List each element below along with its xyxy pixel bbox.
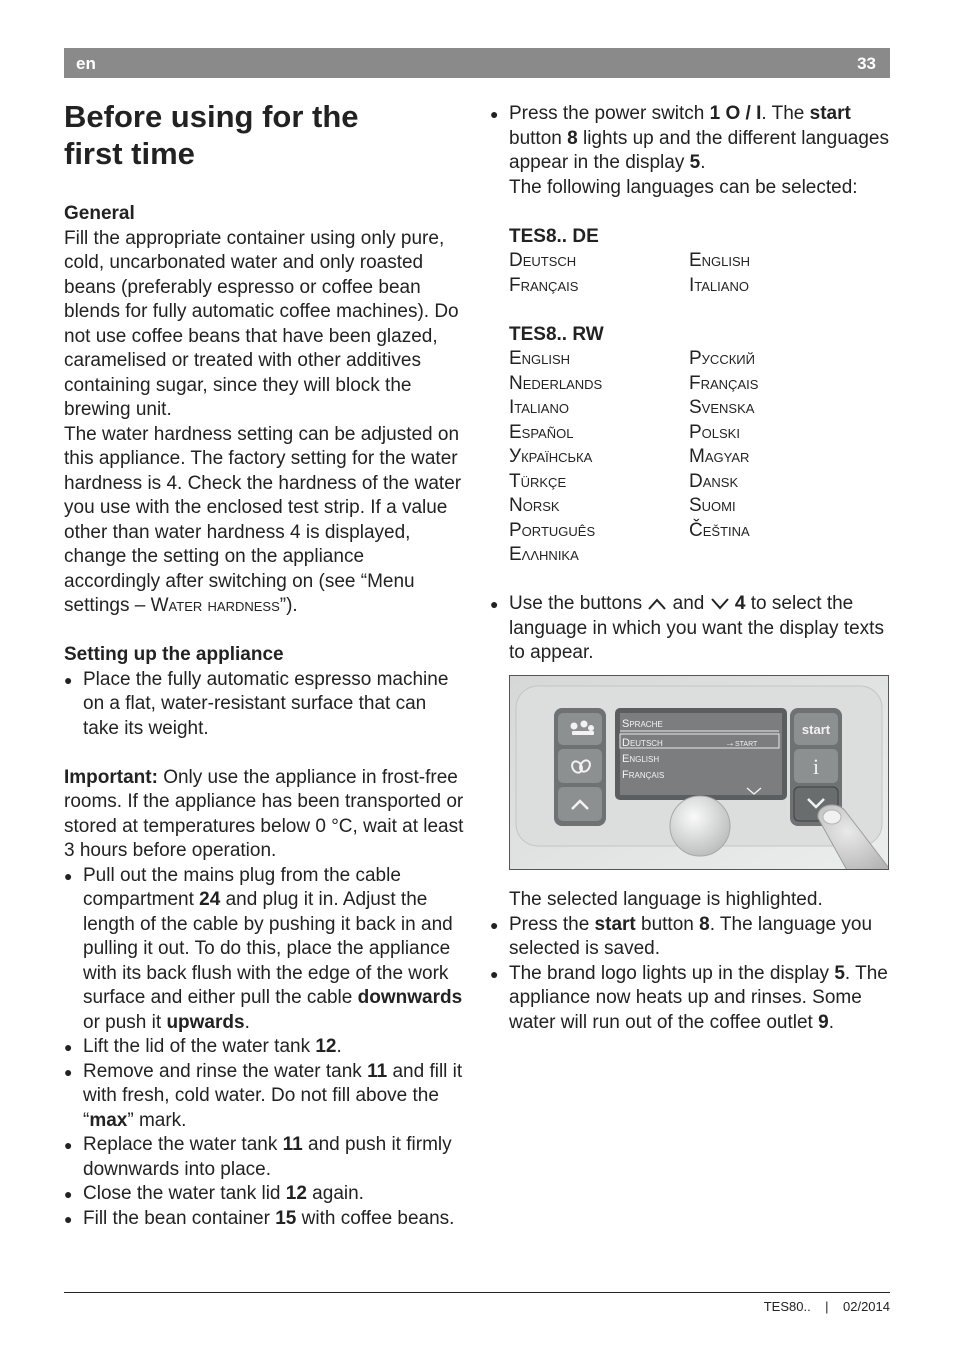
- language-entry: Dansk: [689, 470, 739, 492]
- list-item: ● Press the start button 8. The language you selected is saved.: [490, 913, 890, 962]
- chevron-up-icon: [647, 597, 667, 611]
- list-item: ● Close the water tank lid 12 again.: [64, 1182, 464, 1207]
- language-section: [490, 176, 890, 568]
- info-icon: i: [812, 754, 820, 779]
- list-item: ● Remove and rinse the water tank 11 and fill it with fresh, cold water. Do not fill above the “max” mark.: [64, 1060, 464, 1134]
- setup-list-1: [64, 668, 464, 742]
- right-column-lower: [490, 888, 890, 1035]
- general-paragraph-1: Fill the appropriate container using only pure, cold, uncarbonated water and only roasted beans (preferably espresso or coffee bean blends for fully automatic coffee machines). Do not use coffee beans that have been glazed, caramelised or treated with other additives containing sugar, since they will block the brewing unit.: [64, 227, 459, 420]
- list-item: ● Place the fully automatic espresso machine on a flat, water-resistant surface that can take its weight.: [64, 668, 464, 742]
- list-item: ● Lift the lid of the water tank 12.: [64, 1035, 464, 1060]
- header-bar: [64, 48, 890, 78]
- chevron-down-icon: [710, 597, 730, 611]
- model-de-languages: [509, 249, 890, 298]
- edition-date: 02/2014: [843, 1299, 890, 1314]
- footer: [764, 1299, 890, 1314]
- display-line: English: [622, 753, 660, 765]
- general-heading: General: [64, 203, 135, 224]
- model-de-heading: TES8.. DE: [509, 225, 599, 247]
- page-title: Before using for the first time: [64, 99, 359, 171]
- setup-heading: Setting up the appliance: [64, 644, 284, 665]
- list-item: ● Pull out the mains plug from the cable compartment 24 and plug it in. Adjust the length of the cable by pushing it back in and pulling it out. To do this, place the appliance with its back flush with the edge of the work surface and either pull the cable downwards or push it upwards.: [64, 864, 464, 1036]
- panel-drawing: [510, 676, 889, 870]
- language-entry: Français: [689, 372, 759, 394]
- language-entry: Italiano: [689, 274, 749, 296]
- language-entry: Русский: [689, 348, 755, 369]
- language-entry: Português: [509, 519, 596, 541]
- general-paragraph-2: The water hardness setting can be adjusted on this appliance. The factory setting for the water hardness is 4. Check the hardness of the water you use with the enclosed test strip. If a value other than water hardness 4 is displayed, change the setting on the appliance accordingly after switching on (see “Menu settings – Water hardness”).: [64, 423, 462, 616]
- language-entry: Čeština: [689, 519, 750, 541]
- languages-intro: The following languages can be selected:: [509, 176, 858, 198]
- language-entry: Türkçe: [509, 470, 567, 492]
- model-rw-heading: TES8.. RW: [509, 323, 604, 345]
- list-item: ● Replace the water tank 11 and push it firmly downwards into place.: [64, 1133, 464, 1182]
- right-column: [490, 102, 890, 666]
- language-entry: Svenska: [689, 397, 755, 418]
- language-entry: Norsk: [509, 495, 560, 516]
- model-number: TES80..: [763, 1299, 811, 1314]
- model-rw-languages: [509, 347, 890, 568]
- menu-reference: Water hardness: [150, 595, 280, 616]
- list-item: ● Fill the bean container 15 with coffee beans.: [64, 1207, 464, 1232]
- language-entry: Nederlands: [509, 372, 603, 394]
- highlight-note: The selected language is highlighted.: [509, 889, 823, 910]
- list-item: ● Use the buttons and 4 to select the language in which you want the display texts to appear.: [490, 592, 890, 666]
- language-entry: English: [509, 348, 571, 369]
- language-code: en: [76, 54, 96, 73]
- list-item: ● The brand logo lights up in the display 5. The appliance now heats up and rinses. Some water will run out of the coffee outlet 9.: [490, 962, 890, 1036]
- list-item: ● Press the power switch 1 O / I. The start button 8 lights up and the different languages appear in the display 5.: [490, 102, 890, 176]
- display-line: Français: [622, 769, 665, 781]
- language-entry: Українська: [509, 446, 593, 467]
- language-entry: [689, 543, 889, 568]
- control-panel-illustration: [509, 675, 889, 870]
- display-arrow-start: →start: [725, 738, 758, 749]
- important-note: Important: Only use the appliance in frost-free rooms. If the appliance has been transported or stored at temperatures below 0 °C, wait at least 3 hours before operation.: [64, 766, 464, 861]
- page-number: 33: [857, 54, 876, 73]
- footer-rule: [64, 1292, 890, 1293]
- start-label: start: [801, 722, 831, 737]
- language-entry: Deutsch: [509, 250, 577, 271]
- language-entry: Polski: [689, 421, 740, 443]
- language-entry: Français: [509, 274, 579, 296]
- language-entry: Italiano: [509, 397, 569, 418]
- footer-separator: |: [825, 1299, 829, 1314]
- rotary-knob[interactable]: [670, 796, 730, 856]
- confirm-list: [490, 913, 890, 1036]
- language-entry: Ελληνικα: [509, 544, 579, 565]
- language-entry: Magyar: [689, 446, 750, 467]
- display-line-title: Sprache: [622, 718, 663, 730]
- left-column: [64, 98, 464, 1231]
- power-on-list: [490, 102, 890, 176]
- language-entry: English: [689, 250, 751, 271]
- display-line-selected: Deutsch: [622, 737, 663, 749]
- setup-list-2: [64, 864, 464, 1232]
- language-entry: Suomi: [689, 495, 736, 516]
- language-entry: Español: [509, 421, 574, 443]
- select-language-list: [490, 592, 890, 666]
